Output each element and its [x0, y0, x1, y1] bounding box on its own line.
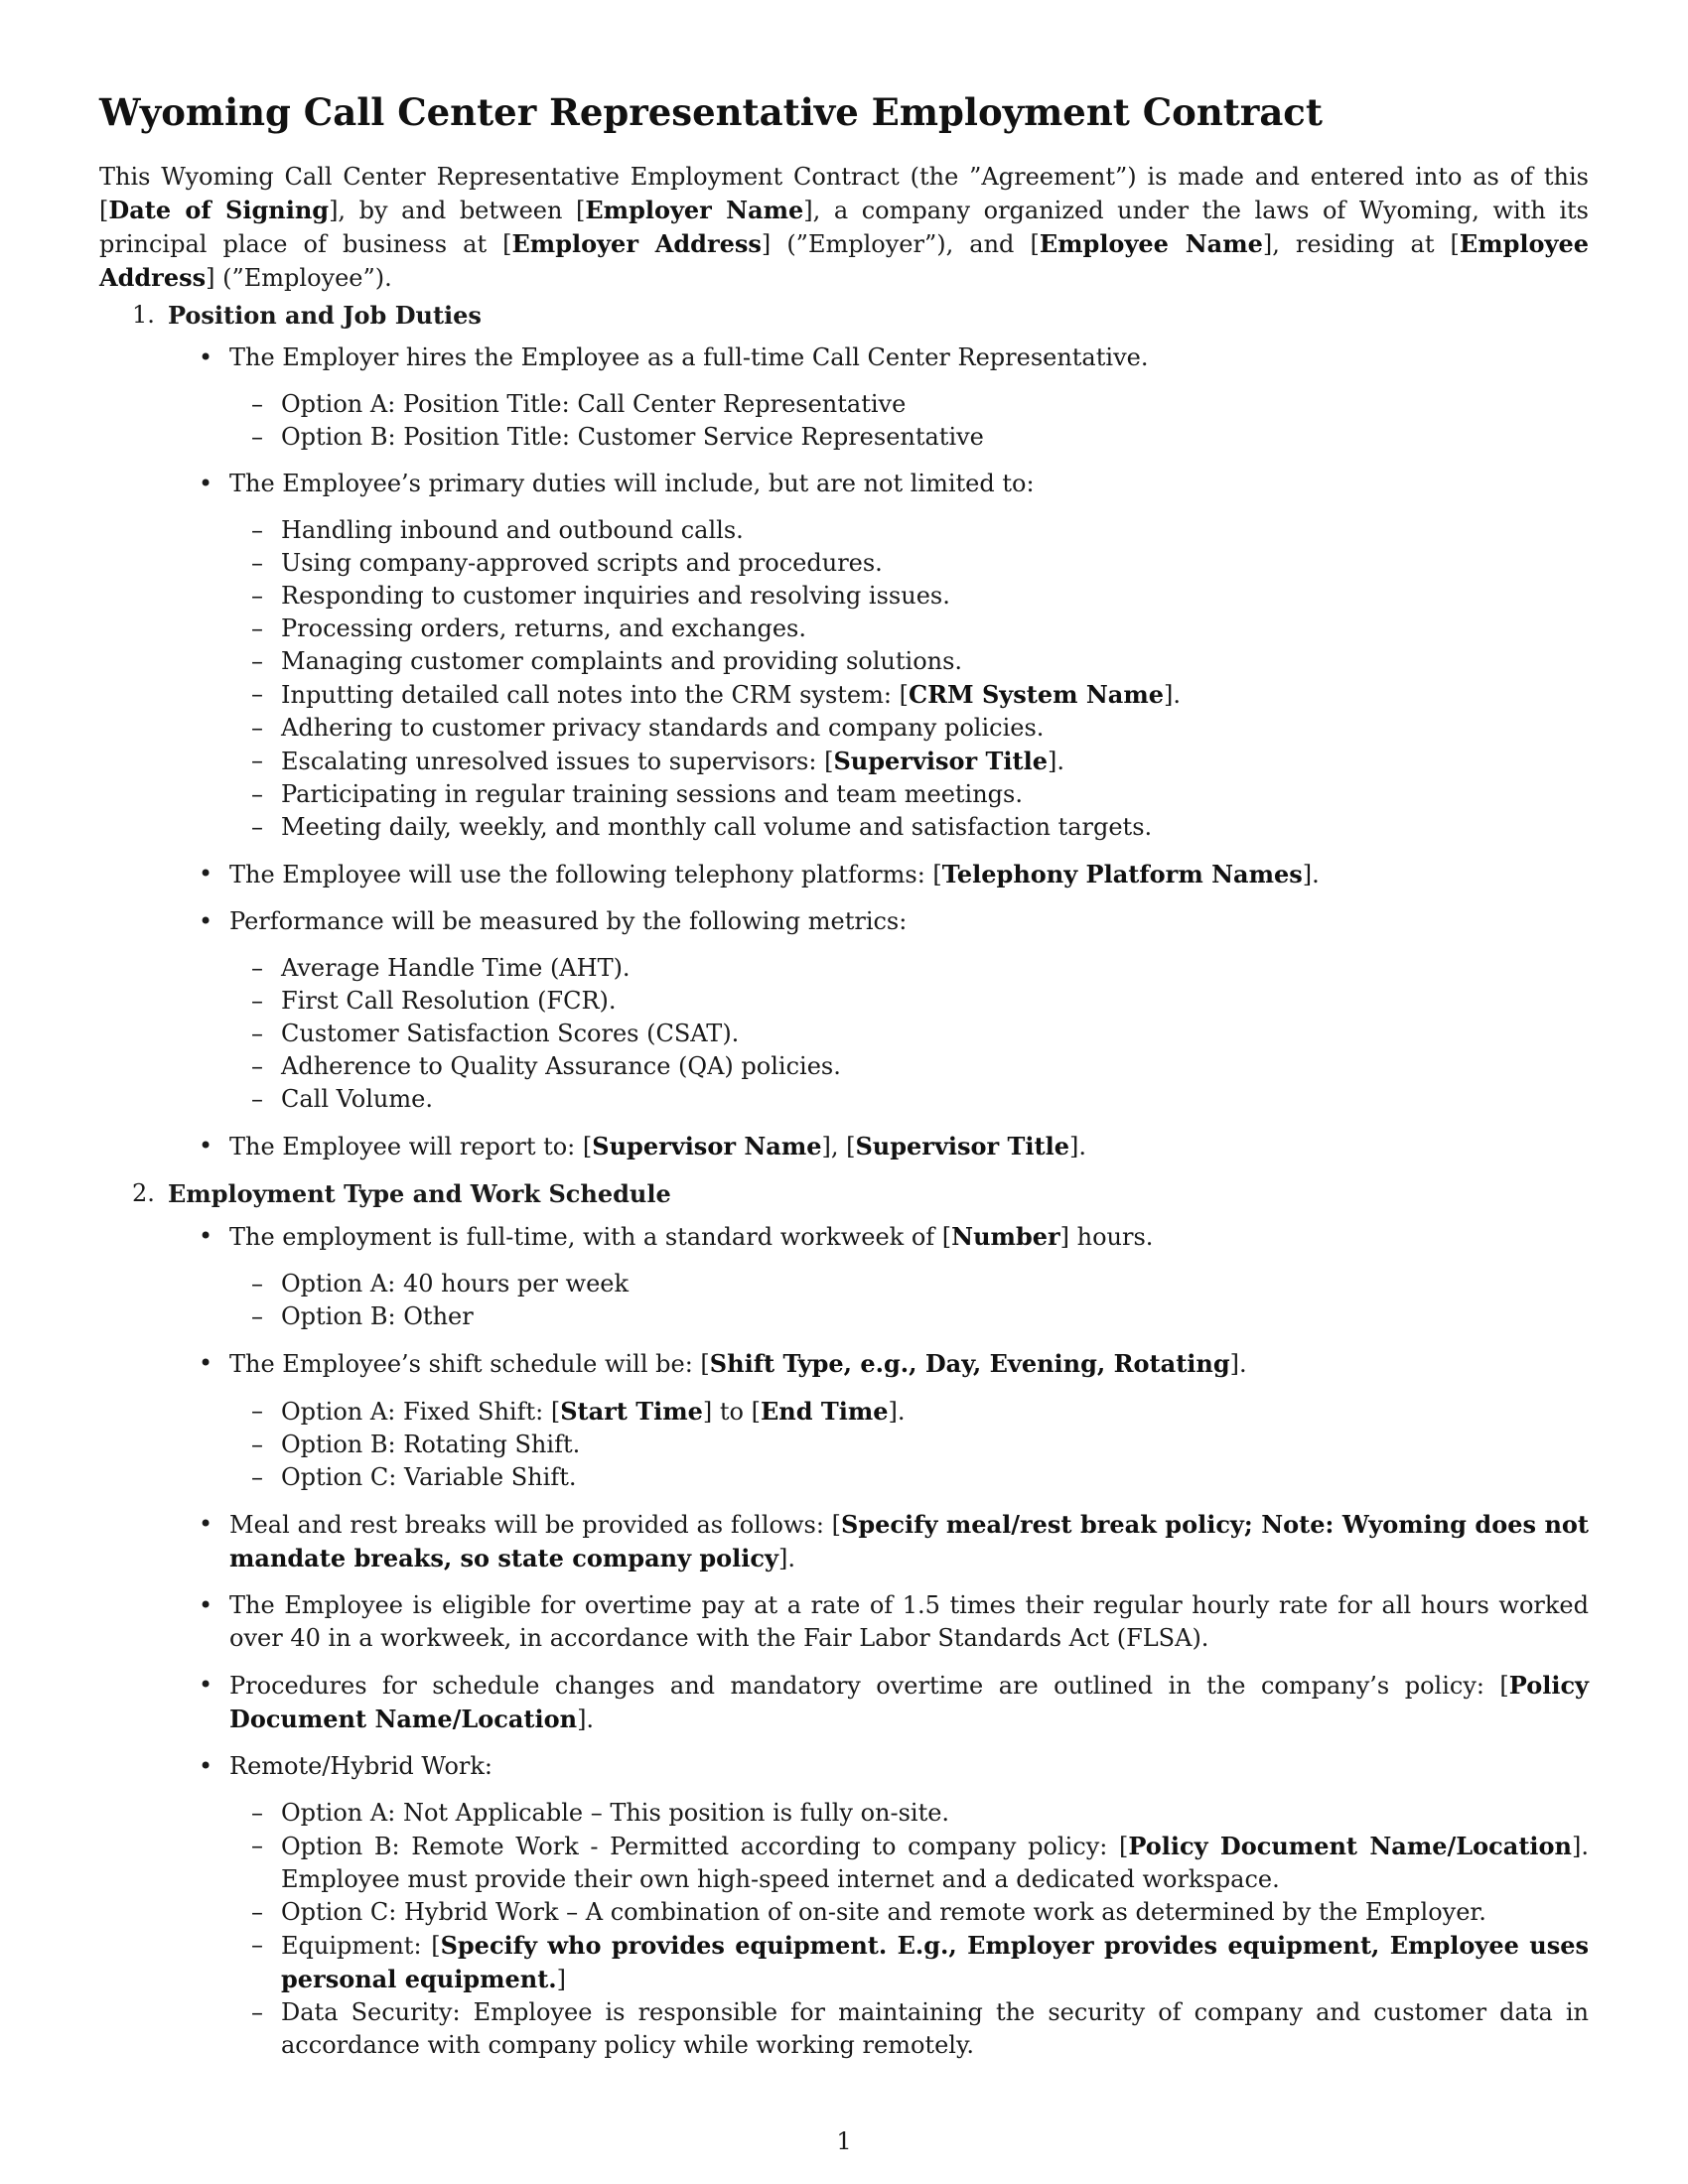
list-item: • Remote/Hybrid Work: – Option A: Not Applicable – This position is fully on-site. – Option B: Remote Work - Permitted according to company policy: [Policy Document Name/Location]. Employee must provide their own high-speed internet and a dedicated workspace. – Option C: Hybrid Work – A combination of on-site and remote work as determined by the Employer. – Equipment: [Specify who provides equipment. E.g., Employer provides equipment, Employee uses personal equipment.] – Data Security: Employee is responsible for maintaining the security of company and customer data in accordance with company policy while working remotely. — [168, 1750, 1589, 2062]
sub-list-item: – Equipment: [Specify who provides equipment. E.g., Employer provides equipment, Employee uses personal equipment.] — [229, 1929, 1589, 1996]
sub-list-item: – Processing orders, returns, and exchanges. — [229, 613, 1589, 645]
sub-list-item: – Option B: Other — [229, 1300, 1589, 1333]
section-number: 2. — [132, 1179, 155, 1207]
sub-list-item: – Managing customer complaints and providing solutions. — [229, 645, 1589, 678]
sub-list-item: – Handling inbound and outbound calls. — [229, 514, 1589, 547]
sub-list-item: – Option A: Fixed Shift: [Start Time] to [End Time]. — [229, 1395, 1589, 1429]
bullet-list — [168, 1220, 1589, 2062]
placeholder-employer-address: Employer Address — [511, 229, 762, 258]
sections-list — [99, 299, 1589, 2062]
placeholder-supervisor-title: Supervisor Title — [833, 747, 1048, 775]
sub-list-item: – Average Handle Time (AHT). — [229, 952, 1589, 985]
sub-list-item: – Adhering to customer privacy standards and company policies. — [229, 712, 1589, 745]
sub-list — [229, 514, 1589, 844]
sub-list-item: – Escalating unresolved issues to supervisors: [Supervisor Title]. — [229, 745, 1589, 778]
list-item: • The Employer hires the Employee as a full-time Call Center Representative. – Option A: Position Title: Call Center Representative – Option B: Position Title: Customer Service Representative — [168, 341, 1589, 454]
placeholder-end-time: End Time — [760, 1397, 889, 1426]
placeholder-start-time: Start Time — [560, 1397, 703, 1426]
list-item: • The employment is full-time, with a standard workweek of [Number] hours. – Option A: 40 hours per week – Option B: Other — [168, 1220, 1589, 1333]
list-item: • The Employee is eligible for overtime pay at a rate of 1.5 times their regular hourly rate for all hours worked over 40 in a workweek, in accordance with the Fair Labor Standards Act (FLSA). — [168, 1589, 1589, 1655]
placeholder-employee-address: Employee Address — [99, 229, 1589, 292]
list-item: • Procedures for schedule changes and mandatory overtime are outlined in the company’s policy: [Policy Document Name/Location]. — [168, 1669, 1589, 1736]
section-2 — [99, 1177, 1589, 2062]
sub-list-item: – Responding to customer inquiries and resolving issues. — [229, 580, 1589, 613]
placeholder-break-policy: Specify meal/rest break policy; Note: Wyoming does not mandate breaks, so state company policy — [229, 1510, 1589, 1572]
list-item: • The Employee’s primary duties will include, but are not limited to: – Handling inbound and outbound calls. – Using company-approved scripts and procedures. – Responding to customer inquiries and resolving issues. – Processing orders, returns, and exchanges. – Managing customer complaints and providing solutions. – Inputting detailed call notes into the CRM system: [CRM System Name]. – Adhering to customer privacy standards and company policies. – Escalating unresolved issues to supervisors: [Supervisor Title]. – Participating in regular training sessions and team meetings. – Meeting daily, weekly, and monthly call volume and satisfaction targets. — [168, 468, 1589, 844]
list-item: • The Employee will report to: [Supervisor Name], [Supervisor Title]. — [168, 1130, 1589, 1163]
placeholder-employee-name: Employee Name — [1039, 229, 1263, 258]
section-heading: 2. Employment Type and Work Schedule — [132, 1179, 671, 1208]
sub-list — [229, 1395, 1589, 1494]
sub-list — [229, 388, 1589, 454]
sub-list-item: – Option A: 40 hours per week — [229, 1268, 1589, 1300]
intro-paragraph: This Wyoming Call Center Representative Employment Contract (the ”Agreement”) is made and entered into as of this [Date of Signing], by and between [Employer Name], a company organized under the laws of Wyoming, with its principal place of business at [Employer Address] (”Employer”), and [Employee Name], residing at [Employee Address] (”Employee”). — [99, 163, 1589, 292]
sub-list-item: – Option B: Position Title: Customer Service Representative — [229, 421, 1589, 454]
sub-list-item: – Option A: Position Title: Call Center Representative — [229, 388, 1589, 421]
bullet-list — [168, 341, 1589, 1163]
placeholder-date-of-signing: Date of Signing — [108, 196, 330, 224]
document-page — [99, 87, 1589, 2076]
sub-list — [229, 1797, 1589, 2062]
section-number: 1. — [132, 301, 155, 329]
placeholder-crm-system-name: CRM System Name — [908, 680, 1164, 709]
sub-list-item: – Using company-approved scripts and procedures. — [229, 547, 1589, 580]
placeholder-telephony-platforms: Telephony Platform Names — [941, 860, 1303, 888]
sub-list-item: – Adherence to Quality Assurance (QA) policies. — [229, 1050, 1589, 1083]
sub-list-item: – Call Volume. — [229, 1083, 1589, 1116]
sub-list-item: – Inputting detailed call notes into the CRM system: [CRM System Name]. — [229, 678, 1589, 712]
page-number: 1 — [836, 2127, 852, 2155]
document-title: Wyoming Call Center Representative Employment Contract — [99, 90, 1323, 134]
sub-list-item: – Option C: Hybrid Work – A combination of on-site and remote work as determined by the Employer. — [229, 1896, 1589, 1929]
section-1 — [99, 299, 1589, 1163]
placeholder-employer-name: Employer Name — [585, 196, 804, 224]
sub-list — [229, 952, 1589, 1116]
list-item: • The Employee’s shift schedule will be: [Shift Type, e.g., Day, Evening, Rotating]. – Option A: Fixed Shift: [Start Time] to [End Time]. – Option B: Rotating Shift. – Option C: Variable Shift. — [168, 1347, 1589, 1494]
sub-list-item: – Data Security: Employee is responsible for maintaining the security of company and customer data in accordance with company policy while working remotely. — [229, 1996, 1589, 2062]
sub-list-item: – Option B: Remote Work - Permitted according to company policy: [Policy Document Name/Location]. Employee must provide their own high-speed internet and a dedicated workspace. — [229, 1830, 1589, 1896]
placeholder-equipment: Specify who provides equipment. E.g., Employer provides equipment, Employee uses personal equipment. — [281, 1931, 1589, 1993]
sub-list-item: – Option A: Not Applicable – This position is fully on-site. — [229, 1797, 1589, 1830]
sub-list-item: – Participating in regular training sessions and team meetings. — [229, 778, 1589, 811]
sub-list — [229, 1268, 1589, 1333]
sub-list-item: – First Call Resolution (FCR). — [229, 985, 1589, 1018]
placeholder-policy-document: Policy Document Name/Location — [1128, 1832, 1572, 1860]
placeholder-number: Number — [951, 1222, 1060, 1251]
list-item: • Meal and rest breaks will be provided as follows: [Specify meal/rest break policy; Note: Wyoming does not mandate breaks, so state company policy]. — [168, 1508, 1589, 1575]
list-item: • The Employee will use the following telephony platforms: [Telephony Platform Names]. — [168, 858, 1589, 891]
placeholder-supervisor-title: Supervisor Title — [855, 1132, 1069, 1160]
placeholder-shift-type: Shift Type, e.g., Day, Evening, Rotating — [709, 1349, 1230, 1378]
placeholder-supervisor-name: Supervisor Name — [592, 1132, 822, 1160]
section-heading: 1. Position and Job Duties — [132, 301, 482, 330]
sub-list-item: – Meeting daily, weekly, and monthly call volume and satisfaction targets. — [229, 811, 1589, 844]
sub-list-item: – Customer Satisfaction Scores (CSAT). — [229, 1018, 1589, 1050]
list-item: • Performance will be measured by the following metrics: – Average Handle Time (AHT). – First Call Resolution (FCR). – Customer Satisfaction Scores (CSAT). – Adherence to Quality Assurance (QA) policies. – Call Volume. — [168, 905, 1589, 1116]
placeholder-policy-document: Policy Document Name/Location — [229, 1671, 1589, 1733]
sub-list-item: – Option C: Variable Shift. — [229, 1461, 1589, 1494]
sub-list-item: – Option B: Rotating Shift. — [229, 1429, 1589, 1461]
